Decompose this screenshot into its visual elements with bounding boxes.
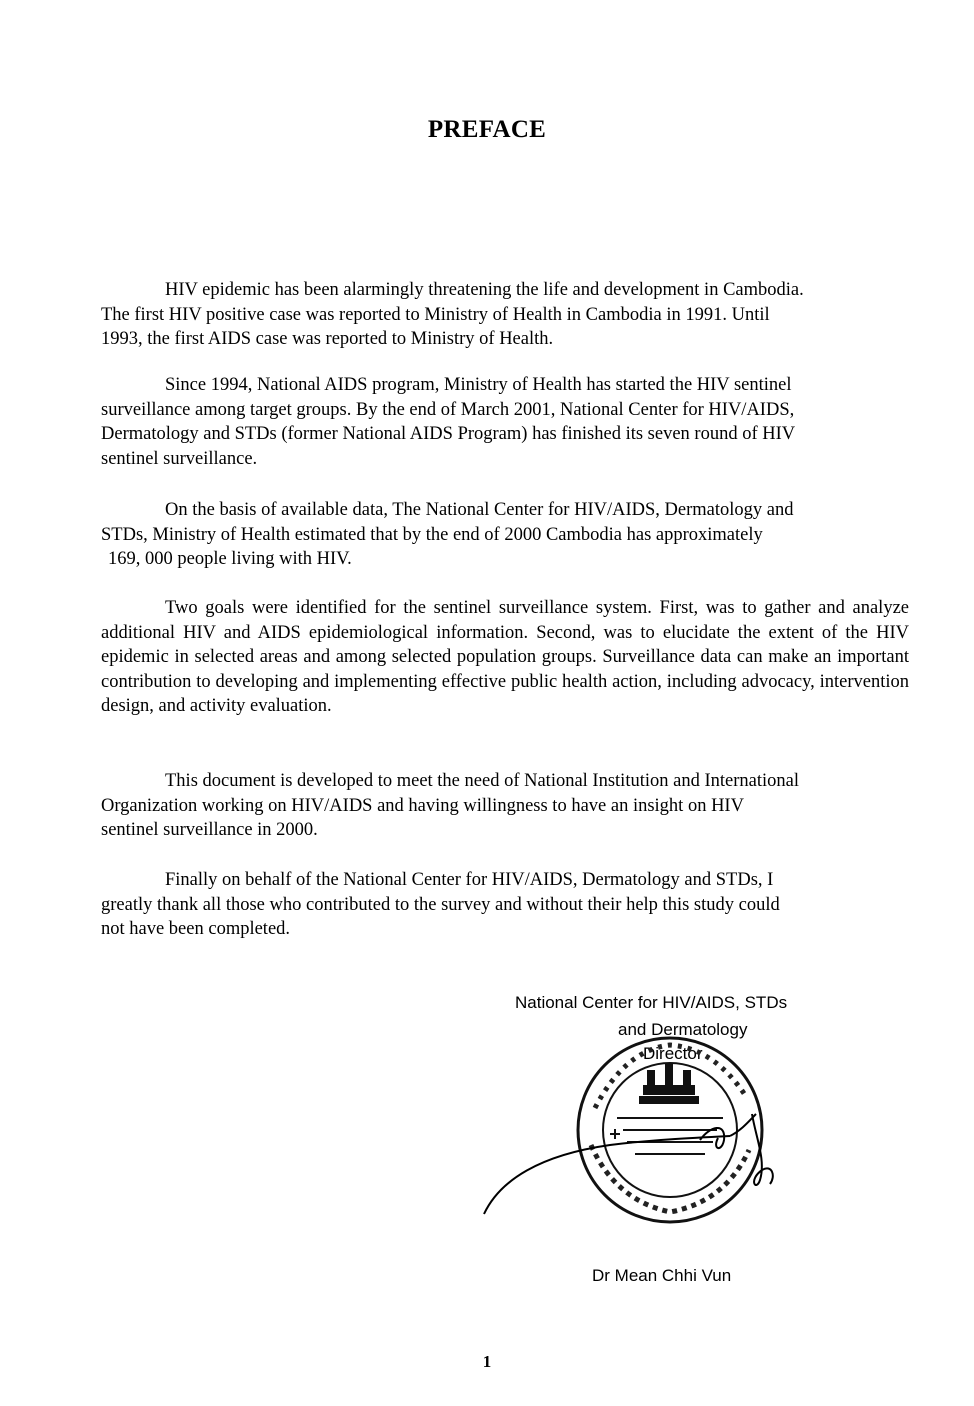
paragraph-line: Organization working on HIV/AIDS and having willingness to have an insight on HIV (101, 795, 744, 816)
paragraph-line: Dermatology and STDs (former National AIDS Program) has finished its seven round of HIV (101, 424, 796, 444)
handwritten-signature-icon (480, 1110, 790, 1220)
paragraph-line: 169, 000 people living with HIV. (108, 549, 352, 569)
paragraph-line: not have been completed. (101, 919, 291, 939)
paragraph-line: Since 1994, National AIDS program, Ministry of Health has started the HIV sentinel (165, 375, 792, 395)
paragraph-line: On the basis of available data, The National Center for HIV/AIDS, Dermatology and (165, 500, 794, 520)
paragraph-line: sentinel surveillance. (101, 448, 258, 469)
paragraph-line: STDs, Ministry of Health estimated that by the end of 2000 Cambodia has approximately (101, 524, 763, 545)
paragraph-document-purpose (101, 769, 909, 843)
paragraph-line: surveillance among target groups. By the end of March 2001, National Center for HIV/AIDS, (101, 399, 795, 420)
paragraph-line: This document is developed to meet the need of National Institution and International (165, 771, 799, 791)
paragraph-estimate (101, 498, 909, 572)
paragraph-line: 1993, the first AIDS case was reported to Ministry of Health. (101, 329, 554, 349)
paragraph-line: sentinel surveillance in 2000. (101, 820, 318, 840)
signature-org-line1: National Center for HIV/AIDS, STDs (515, 993, 788, 1012)
page-number: 1 (482, 1352, 492, 1371)
paragraph-line: Finally on behalf of the National Center for HIV/AIDS, Dermatology and STDs, I (165, 870, 774, 890)
paragraph-acknowledgement (101, 868, 909, 942)
paragraph-line: greatly thank all those who contributed to the survey and without their help this study could (101, 894, 780, 915)
signature-block (480, 990, 900, 1300)
paragraph-goals: Two goals were identified for the sentinel surveillance system. First, was to gather and analyze additional HIV and AIDS epidemiological information. Second, was to elucidate the extent of the HIV epidemic in selected areas and among selected population groups. Surveillance data can make an important contribution to developing and implementing effective public health action, including advocacy, intervention design, and activity evaluation. (101, 598, 909, 716)
signature-role: Director (643, 1044, 703, 1063)
signature-org-line2: and Dermatology (618, 1020, 748, 1039)
paragraph-line: HIV epidemic has been alarmingly threatening the life and development in Cambodia. (165, 280, 804, 300)
paragraph-intro (101, 278, 909, 352)
signature-name: Dr Mean Chhi Vun (592, 1266, 732, 1285)
paragraph-line: The first HIV positive case was reported to Ministry of Health in Cambodia in 1991. Until (101, 304, 770, 325)
paragraph-surveillance-history (101, 373, 909, 471)
page-title: PREFACE (427, 116, 547, 143)
